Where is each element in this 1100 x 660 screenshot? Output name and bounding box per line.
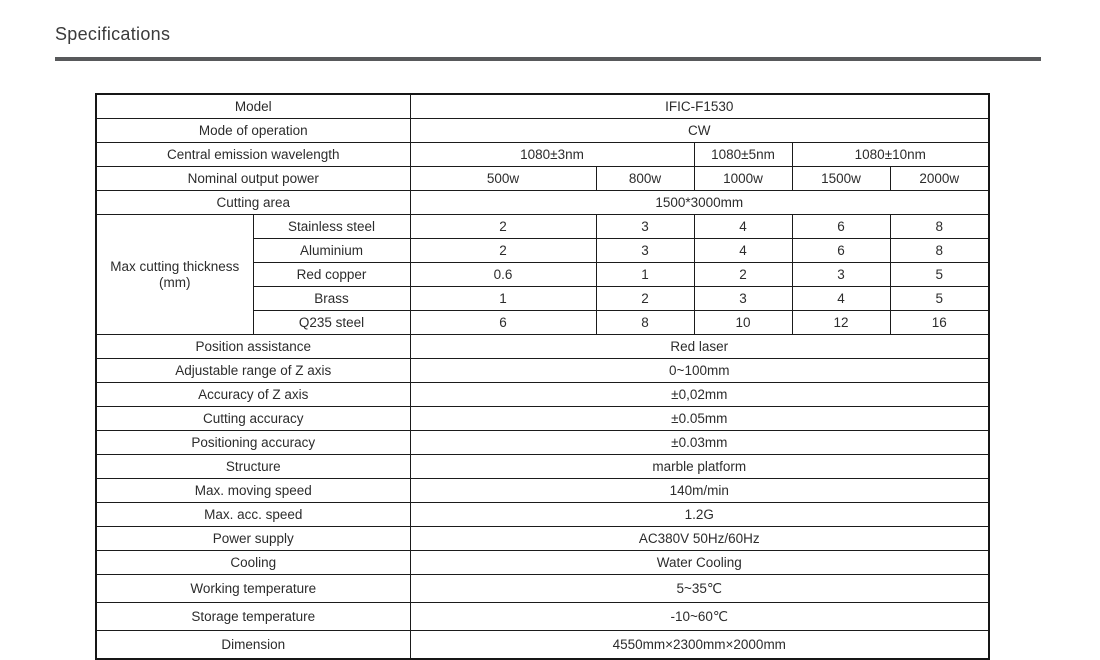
spec-value: 2 bbox=[596, 287, 694, 311]
spec-label: Working temperature bbox=[96, 575, 410, 603]
spec-value: 3 bbox=[596, 239, 694, 263]
spec-value: 1080±10nm bbox=[792, 143, 989, 167]
spec-value: 1080±5nm bbox=[694, 143, 792, 167]
spec-value: 12 bbox=[792, 311, 890, 335]
spec-value: ±0.03mm bbox=[410, 431, 989, 455]
title-divider bbox=[55, 57, 1041, 61]
row-max-moving-speed bbox=[96, 479, 989, 503]
spec-value: Red laser bbox=[410, 335, 989, 359]
spec-value: 4550mm×2300mm×2000mm bbox=[410, 631, 989, 660]
spec-value: ±0,02mm bbox=[410, 383, 989, 407]
spec-value: 800w bbox=[596, 167, 694, 191]
spec-label: Position assistance bbox=[96, 335, 410, 359]
spec-value: Water Cooling bbox=[410, 551, 989, 575]
spec-value: 1080±3nm bbox=[410, 143, 694, 167]
spec-value: 8 bbox=[890, 215, 989, 239]
row-power-supply bbox=[96, 527, 989, 551]
spec-value: 2 bbox=[694, 263, 792, 287]
row-wavelength bbox=[96, 143, 989, 167]
spec-label: Model bbox=[96, 94, 410, 119]
spec-value: 2 bbox=[410, 215, 596, 239]
material-label: Brass bbox=[253, 287, 410, 311]
spec-value: 6 bbox=[792, 215, 890, 239]
row-thickness-stainless-steel bbox=[96, 215, 989, 239]
row-mode-of-operation bbox=[96, 119, 989, 143]
spec-value: ±0.05mm bbox=[410, 407, 989, 431]
spec-label: Max. acc. speed bbox=[96, 503, 410, 527]
spec-value: 1500*3000mm bbox=[410, 191, 989, 215]
spec-value: 1500w bbox=[792, 167, 890, 191]
spec-value: 8 bbox=[596, 311, 694, 335]
spec-label: Power supply bbox=[96, 527, 410, 551]
row-positioning-accuracy bbox=[96, 431, 989, 455]
spec-value: 4 bbox=[792, 287, 890, 311]
spec-value: IFIC-F1530 bbox=[410, 94, 989, 119]
spec-value: 0.6 bbox=[410, 263, 596, 287]
row-structure bbox=[96, 455, 989, 479]
row-output-power bbox=[96, 167, 989, 191]
spec-value: 500w bbox=[410, 167, 596, 191]
spec-label: Adjustable range of Z axis bbox=[96, 359, 410, 383]
row-dimension bbox=[96, 631, 989, 660]
spec-value: 1000w bbox=[694, 167, 792, 191]
spec-value: 2 bbox=[410, 239, 596, 263]
spec-value: 3 bbox=[596, 215, 694, 239]
row-cutting-accuracy bbox=[96, 407, 989, 431]
spec-label: Cutting accuracy bbox=[96, 407, 410, 431]
spec-label: Storage temperature bbox=[96, 603, 410, 631]
spec-value: AC380V 50Hz/60Hz bbox=[410, 527, 989, 551]
spec-label: Cooling bbox=[96, 551, 410, 575]
spec-value: 1.2G bbox=[410, 503, 989, 527]
spec-value: 0~100mm bbox=[410, 359, 989, 383]
row-cutting-area bbox=[96, 191, 989, 215]
spec-value: 5 bbox=[890, 287, 989, 311]
spec-value: 2000w bbox=[890, 167, 989, 191]
spec-label: Accuracy of Z axis bbox=[96, 383, 410, 407]
page-title: Specifications bbox=[55, 24, 171, 44]
spec-label: Mode of operation bbox=[96, 119, 410, 143]
spec-label: Positioning accuracy bbox=[96, 431, 410, 455]
spec-label: Max. moving speed bbox=[96, 479, 410, 503]
spec-value: 3 bbox=[694, 287, 792, 311]
spec-value: 3 bbox=[792, 263, 890, 287]
row-working-temperature bbox=[96, 575, 989, 603]
spec-value: 140m/min bbox=[410, 479, 989, 503]
spec-value: CW bbox=[410, 119, 989, 143]
row-position-assistance bbox=[96, 335, 989, 359]
spec-value: 5~35℃ bbox=[410, 575, 989, 603]
spec-label: Structure bbox=[96, 455, 410, 479]
spec-value: 8 bbox=[890, 239, 989, 263]
row-z-axis-accuracy bbox=[96, 383, 989, 407]
spec-value: -10~60℃ bbox=[410, 603, 989, 631]
spec-label-max-cutting-thickness: Max cutting thickness (mm) bbox=[96, 215, 253, 335]
spec-value: 6 bbox=[410, 311, 596, 335]
material-label: Red copper bbox=[253, 263, 410, 287]
spec-value: 1 bbox=[596, 263, 694, 287]
spec-value: marble platform bbox=[410, 455, 989, 479]
row-z-axis-range bbox=[96, 359, 989, 383]
spec-value: 10 bbox=[694, 311, 792, 335]
spec-value: 5 bbox=[890, 263, 989, 287]
material-label: Aluminium bbox=[253, 239, 410, 263]
spec-label: Central emission wavelength bbox=[96, 143, 410, 167]
spec-label: Cutting area bbox=[96, 191, 410, 215]
spec-value: 1 bbox=[410, 287, 596, 311]
spec-label: Nominal output power bbox=[96, 167, 410, 191]
specifications-table bbox=[95, 93, 990, 660]
row-storage-temperature bbox=[96, 603, 989, 631]
spec-value: 16 bbox=[890, 311, 989, 335]
spec-value: 4 bbox=[694, 239, 792, 263]
material-label: Q235 steel bbox=[253, 311, 410, 335]
row-model bbox=[96, 94, 989, 119]
spec-value: 4 bbox=[694, 215, 792, 239]
spec-value: 6 bbox=[792, 239, 890, 263]
row-cooling bbox=[96, 551, 989, 575]
material-label: Stainless steel bbox=[253, 215, 410, 239]
row-max-acc-speed bbox=[96, 503, 989, 527]
spec-label: Dimension bbox=[96, 631, 410, 660]
